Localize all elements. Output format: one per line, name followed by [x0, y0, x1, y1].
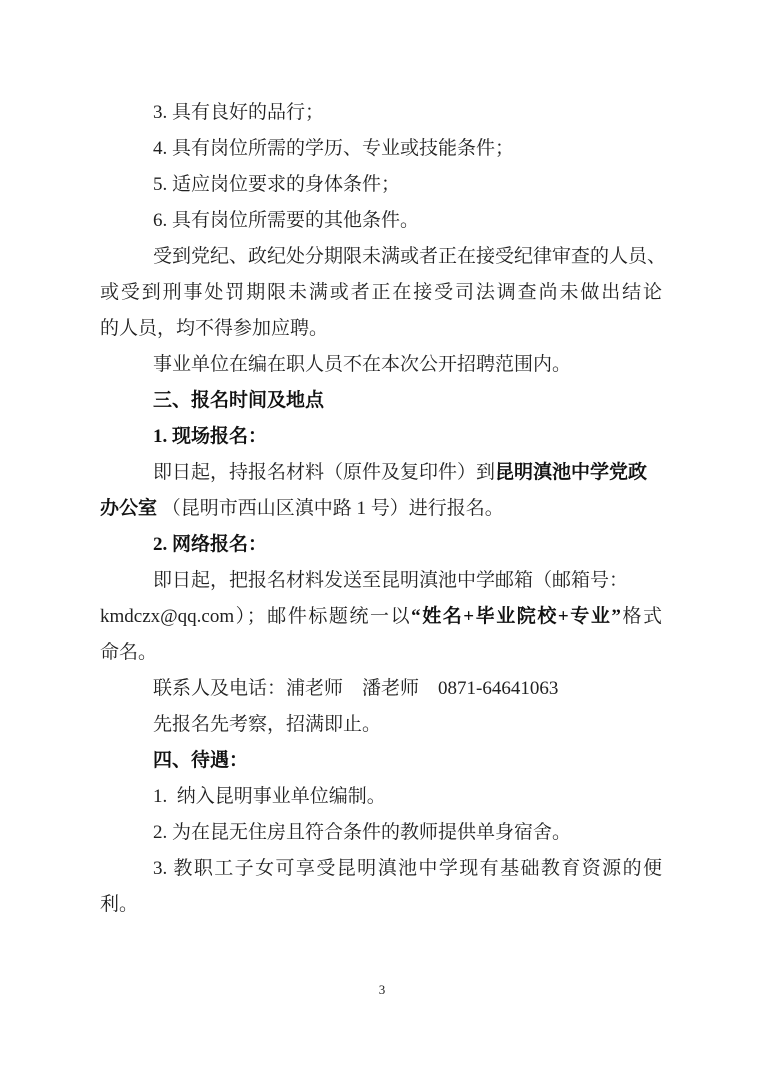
- bold-text-segment: 2. 网络报名：: [153, 534, 268, 555]
- text-line: [100, 887, 662, 923]
- text-line: [100, 491, 662, 527]
- text-line: [100, 275, 662, 311]
- text-segment: 3. 具有良好的品行；: [153, 102, 325, 123]
- text-line: [100, 599, 662, 635]
- bold-text-segment: 昆明滇池中学党政: [495, 462, 648, 483]
- text-segment: 3. 教职工子女可享受昆明滇池中学现有基础教育资源的便: [153, 858, 662, 879]
- text-line: [100, 239, 667, 275]
- text-line: [100, 383, 662, 419]
- text-segment: 利。: [100, 894, 139, 915]
- text-line: [100, 707, 662, 743]
- text-line: [100, 167, 662, 203]
- bold-text-segment: “姓名+毕业院校+专业”: [411, 606, 621, 627]
- text-line: [100, 671, 662, 707]
- bold-text-segment: 三、报名时间及地点: [153, 390, 325, 411]
- text-segment: 事业单位在编在职人员不在本次公开招聘范围内。: [153, 354, 572, 375]
- text-segment: 即日起，把报名材料发送至昆明滇池中学邮箱（邮箱号：: [153, 570, 629, 591]
- text-line: [100, 743, 662, 779]
- text-segment: 6. 具有岗位所需要的其他条件。: [153, 210, 420, 231]
- text-line: [100, 635, 662, 671]
- text-line: [100, 419, 662, 455]
- text-segment: 2. 为在昆无住房且符合条件的教师提供单身宿舍。: [153, 822, 572, 843]
- text-segment: 格式: [620, 606, 662, 627]
- text-line: [100, 563, 662, 599]
- text-line: [100, 347, 662, 383]
- page-number: 3: [378, 982, 386, 997]
- text-line: [100, 527, 662, 563]
- text-block: [100, 95, 667, 923]
- text-segment: 5. 适应岗位要求的身体条件；: [153, 174, 401, 195]
- text-line: [100, 95, 662, 131]
- text-line: [100, 779, 662, 815]
- text-line: [100, 203, 662, 239]
- text-segment: 或受到刑事处罚期限未满或者正在接受司法调查尚未做出结论: [100, 282, 662, 303]
- bold-text-segment: 四、待遇：: [153, 750, 249, 771]
- text-segment: 4. 具有岗位所需的学历、专业或技能条件；: [153, 138, 515, 159]
- text-segment: （昆明市西山区滇中路 1 号）进行报名。: [157, 498, 504, 519]
- text-line: [100, 311, 662, 347]
- text-line: [100, 851, 662, 887]
- text-segment: 1. 纳入昆明事业单位编制。: [153, 786, 386, 807]
- text-line: [100, 131, 662, 167]
- bold-text-segment: 1. 现场报名：: [153, 426, 268, 447]
- bold-text-segment: 办公室: [100, 498, 158, 519]
- text-segment: 先报名先考察，招满即止。: [153, 714, 382, 735]
- text-segment: 命名。: [100, 642, 158, 663]
- text-segment: 的人员，均不得参加应聘。: [100, 318, 329, 339]
- text-segment: 受到党纪、政纪处分期限未满或者正在接受纪律审查的人员、: [153, 246, 667, 267]
- text-segment: 即日起，持报名材料（原件及复印件）到: [153, 462, 496, 483]
- text-segment: kmdczx@qq.com）；邮件标题统一以: [100, 606, 412, 627]
- text-segment: 联系人及电话：浦老师 潘老师 0871-64641063: [153, 678, 559, 699]
- text-line: [100, 815, 662, 851]
- text-line: [100, 455, 662, 491]
